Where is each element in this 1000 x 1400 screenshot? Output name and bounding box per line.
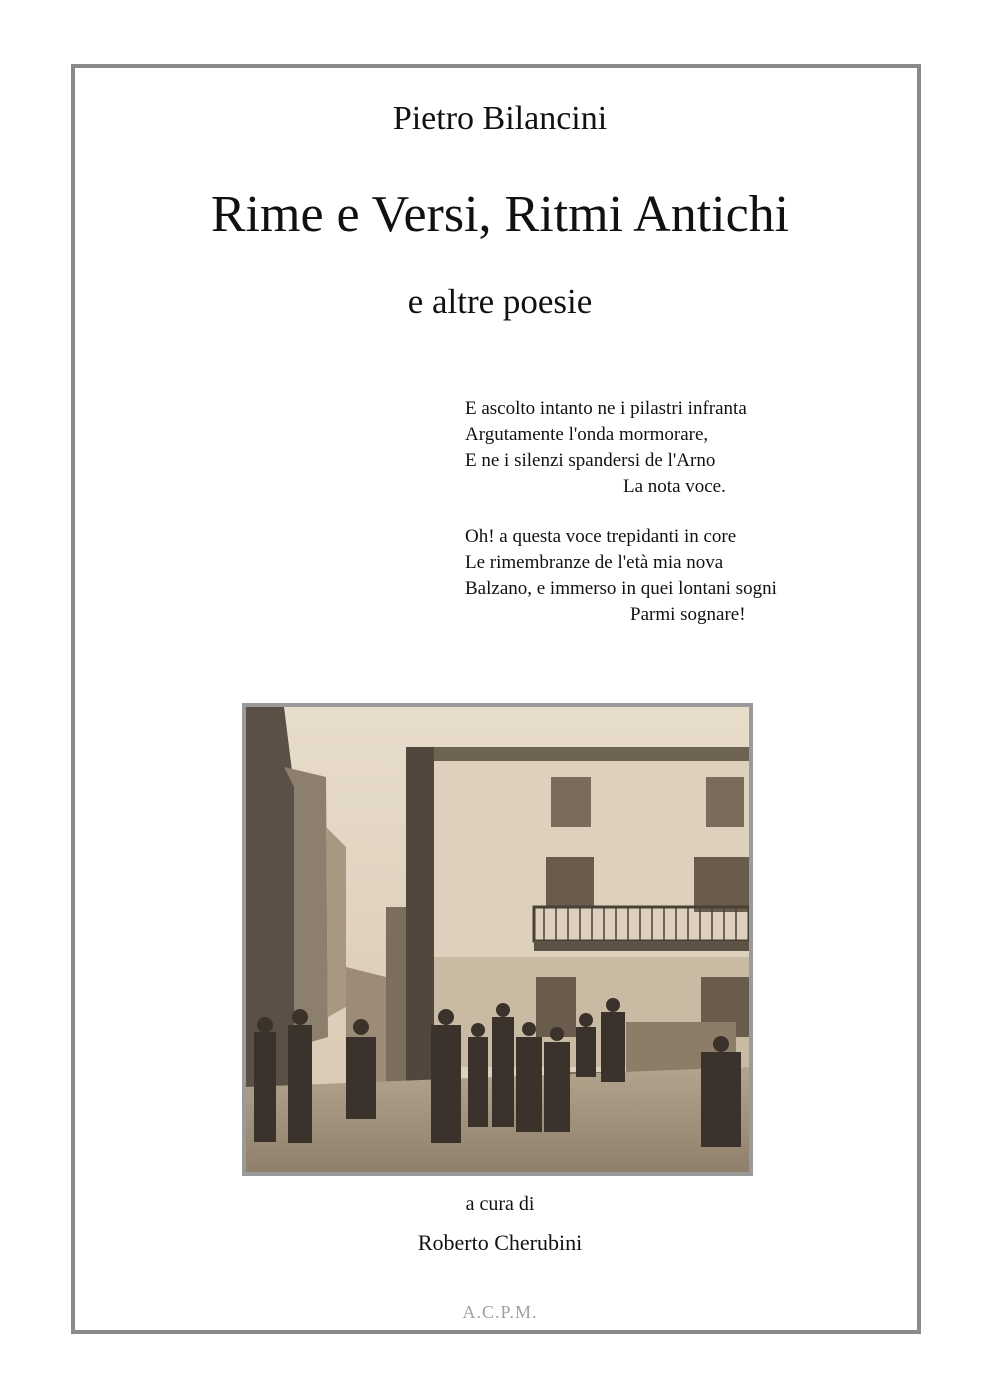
poem-line: E ascolto intanto ne i pilastri infranta: [465, 398, 747, 419]
poem-line: Argutamente l'onda mormorare,: [465, 424, 709, 445]
poem-line: Parmi sognare!: [630, 604, 746, 625]
poem-line: E ne i silenzi spandersi de l'Arno: [465, 450, 716, 471]
poem-line: Oh! a questa voce trepidanti in core: [465, 526, 737, 547]
editor-name: Roberto Cherubini: [417, 1230, 583, 1255]
book-title: Rime e Versi, Ritmi Antichi: [210, 186, 790, 243]
author-name: Pietro Bilancini: [392, 100, 608, 137]
poem-stanza-1: [465, 396, 747, 500]
publisher-name: A.C.P.M.: [462, 1302, 538, 1322]
cover-photograph: [242, 703, 753, 1176]
curated-by-label: a cura di: [465, 1193, 535, 1215]
poem-line: Balzano, e immerso in quei lontani sogni: [465, 578, 777, 599]
poem-line: La nota voce.: [623, 476, 726, 497]
book-subtitle: e altre poesie: [407, 282, 593, 321]
poem-stanza-2: [465, 524, 777, 628]
poem-line: Le rimembranze de l'età mia nova: [465, 552, 724, 573]
